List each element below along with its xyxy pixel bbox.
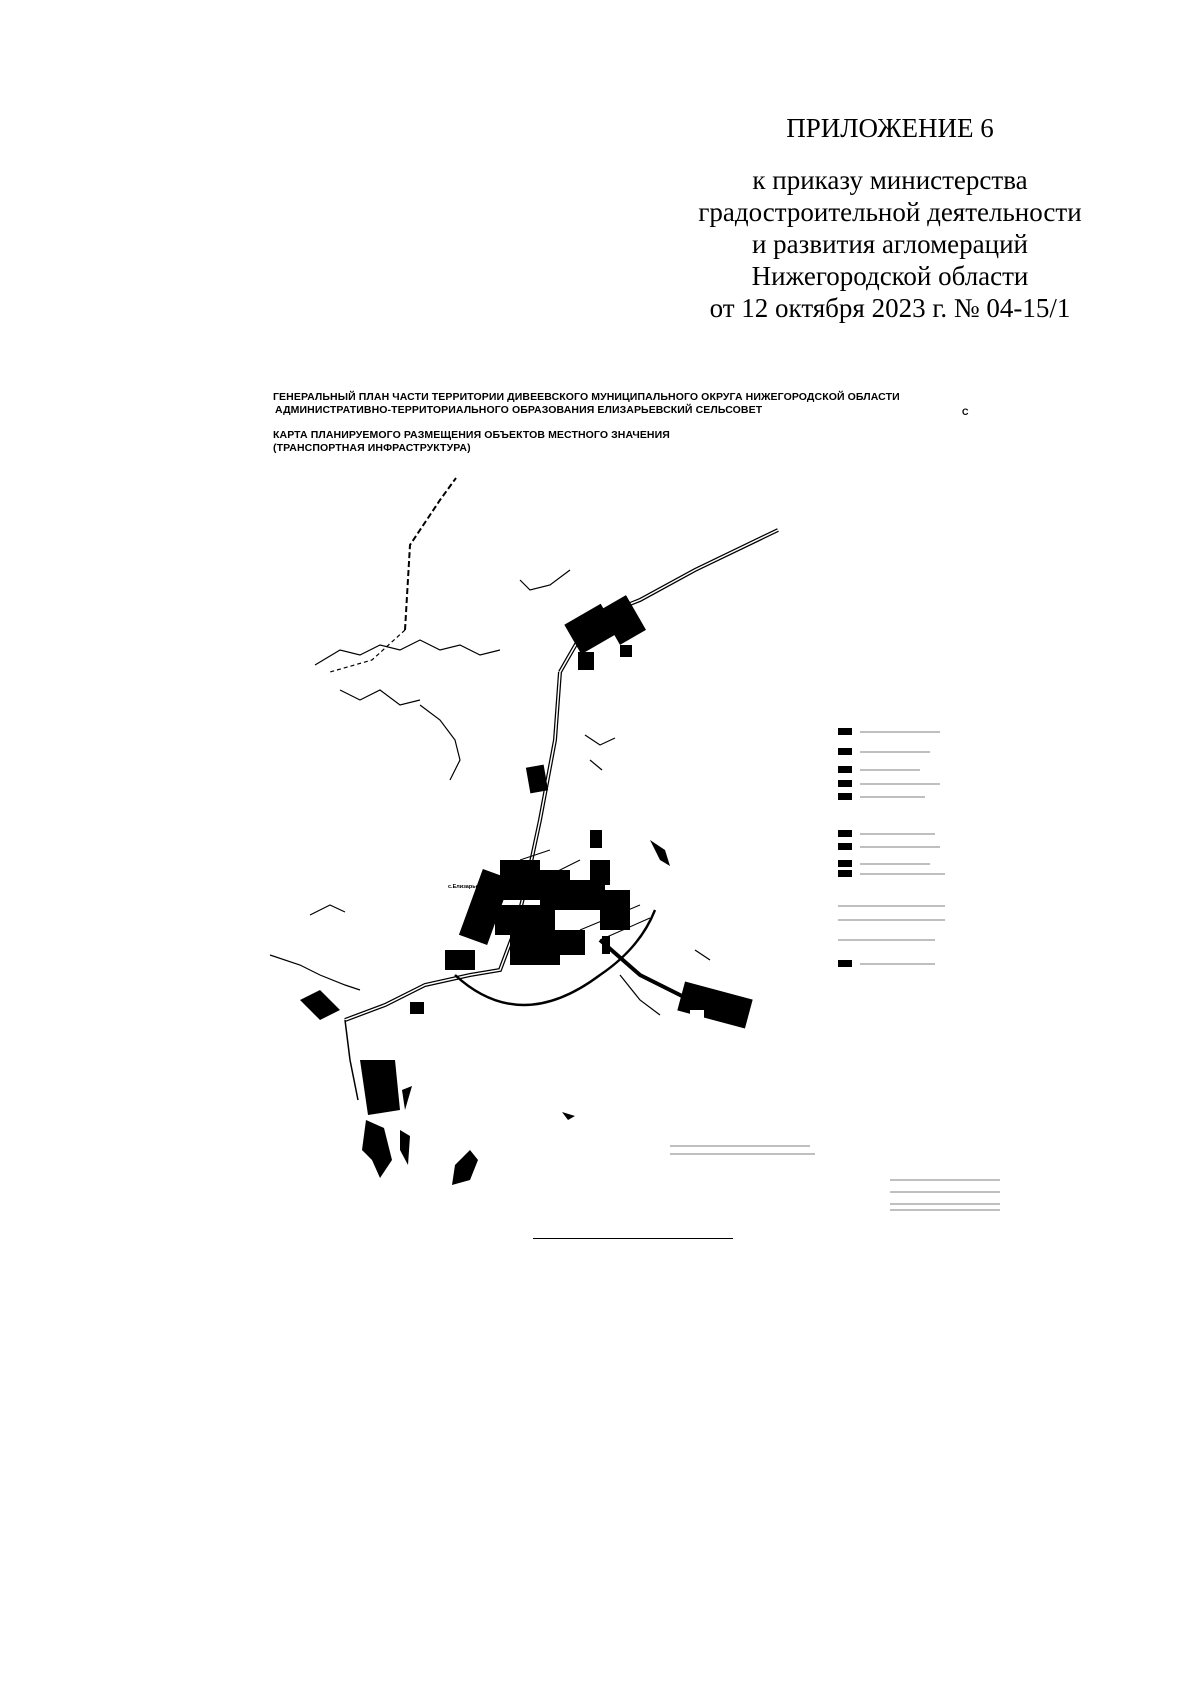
rural-block-mid [526,765,548,794]
appendix-title: ПРИЛОЖЕНИЕ 6 [786,113,994,143]
map-subtitle-line-1: КАРТА ПЛАНИРУЕМОГО РАЗМЕЩЕНИЯ ОБЪЕКТОВ МЕСТНОГО ЗНАЧЕНИЯ [273,429,670,441]
village-label: с.Елизарьево [448,884,486,890]
appendix-line-4: Нижегородской области [751,261,1029,291]
stamp [890,1180,1000,1210]
rivers-streams [270,570,710,1015]
appendix-line-1: к приказу министерства [752,165,1028,195]
appendix-line-3: и развития агломераций [751,229,1028,259]
district-boundary [405,478,456,630]
road-northeast [560,530,778,672]
settlement-southeast-blocks [677,981,752,1028]
settlement-north-blocks [564,595,646,670]
rural-block-sw [410,1002,424,1014]
north-mark: С [962,407,969,417]
appendix-line-5: от 12 октября 2023 г. № 04-15/1 [709,293,1071,323]
separator-rule [533,1238,733,1239]
map-title-line-2: АДМИНИСТРАТИВНО-ТЕРРИТОРИАЛЬНОГО ОБРАЗОВАНИЯ ЕЛИЗАРЬЕВСКИЙ СЕЛЬСОВЕТ [275,404,763,416]
map-subtitle-line-2: (ТРАНСПОРТНАЯ ИНФРАСТРУКТУРА) [273,442,471,454]
road-southeast [600,940,690,1000]
map-title-line-1: ГЕНЕРАЛЬНЫЙ ПЛАН ЧАСТИ ТЕРРИТОРИИ ДИВЕЕВСКОГО МУНИЦИПАЛЬНОГО ОКРУГА НИЖЕГОРОДСКОЙ ОБЛАСТИ [273,391,900,403]
map-legend [838,660,958,1000]
road-southwest [345,1020,358,1100]
note-block [670,1146,815,1154]
southwest-land-plots [360,1060,412,1115]
road-northeast-inner [560,530,778,672]
village-blocks [445,830,630,970]
appendix-line-2: градостроительной деятельности [698,197,1082,227]
